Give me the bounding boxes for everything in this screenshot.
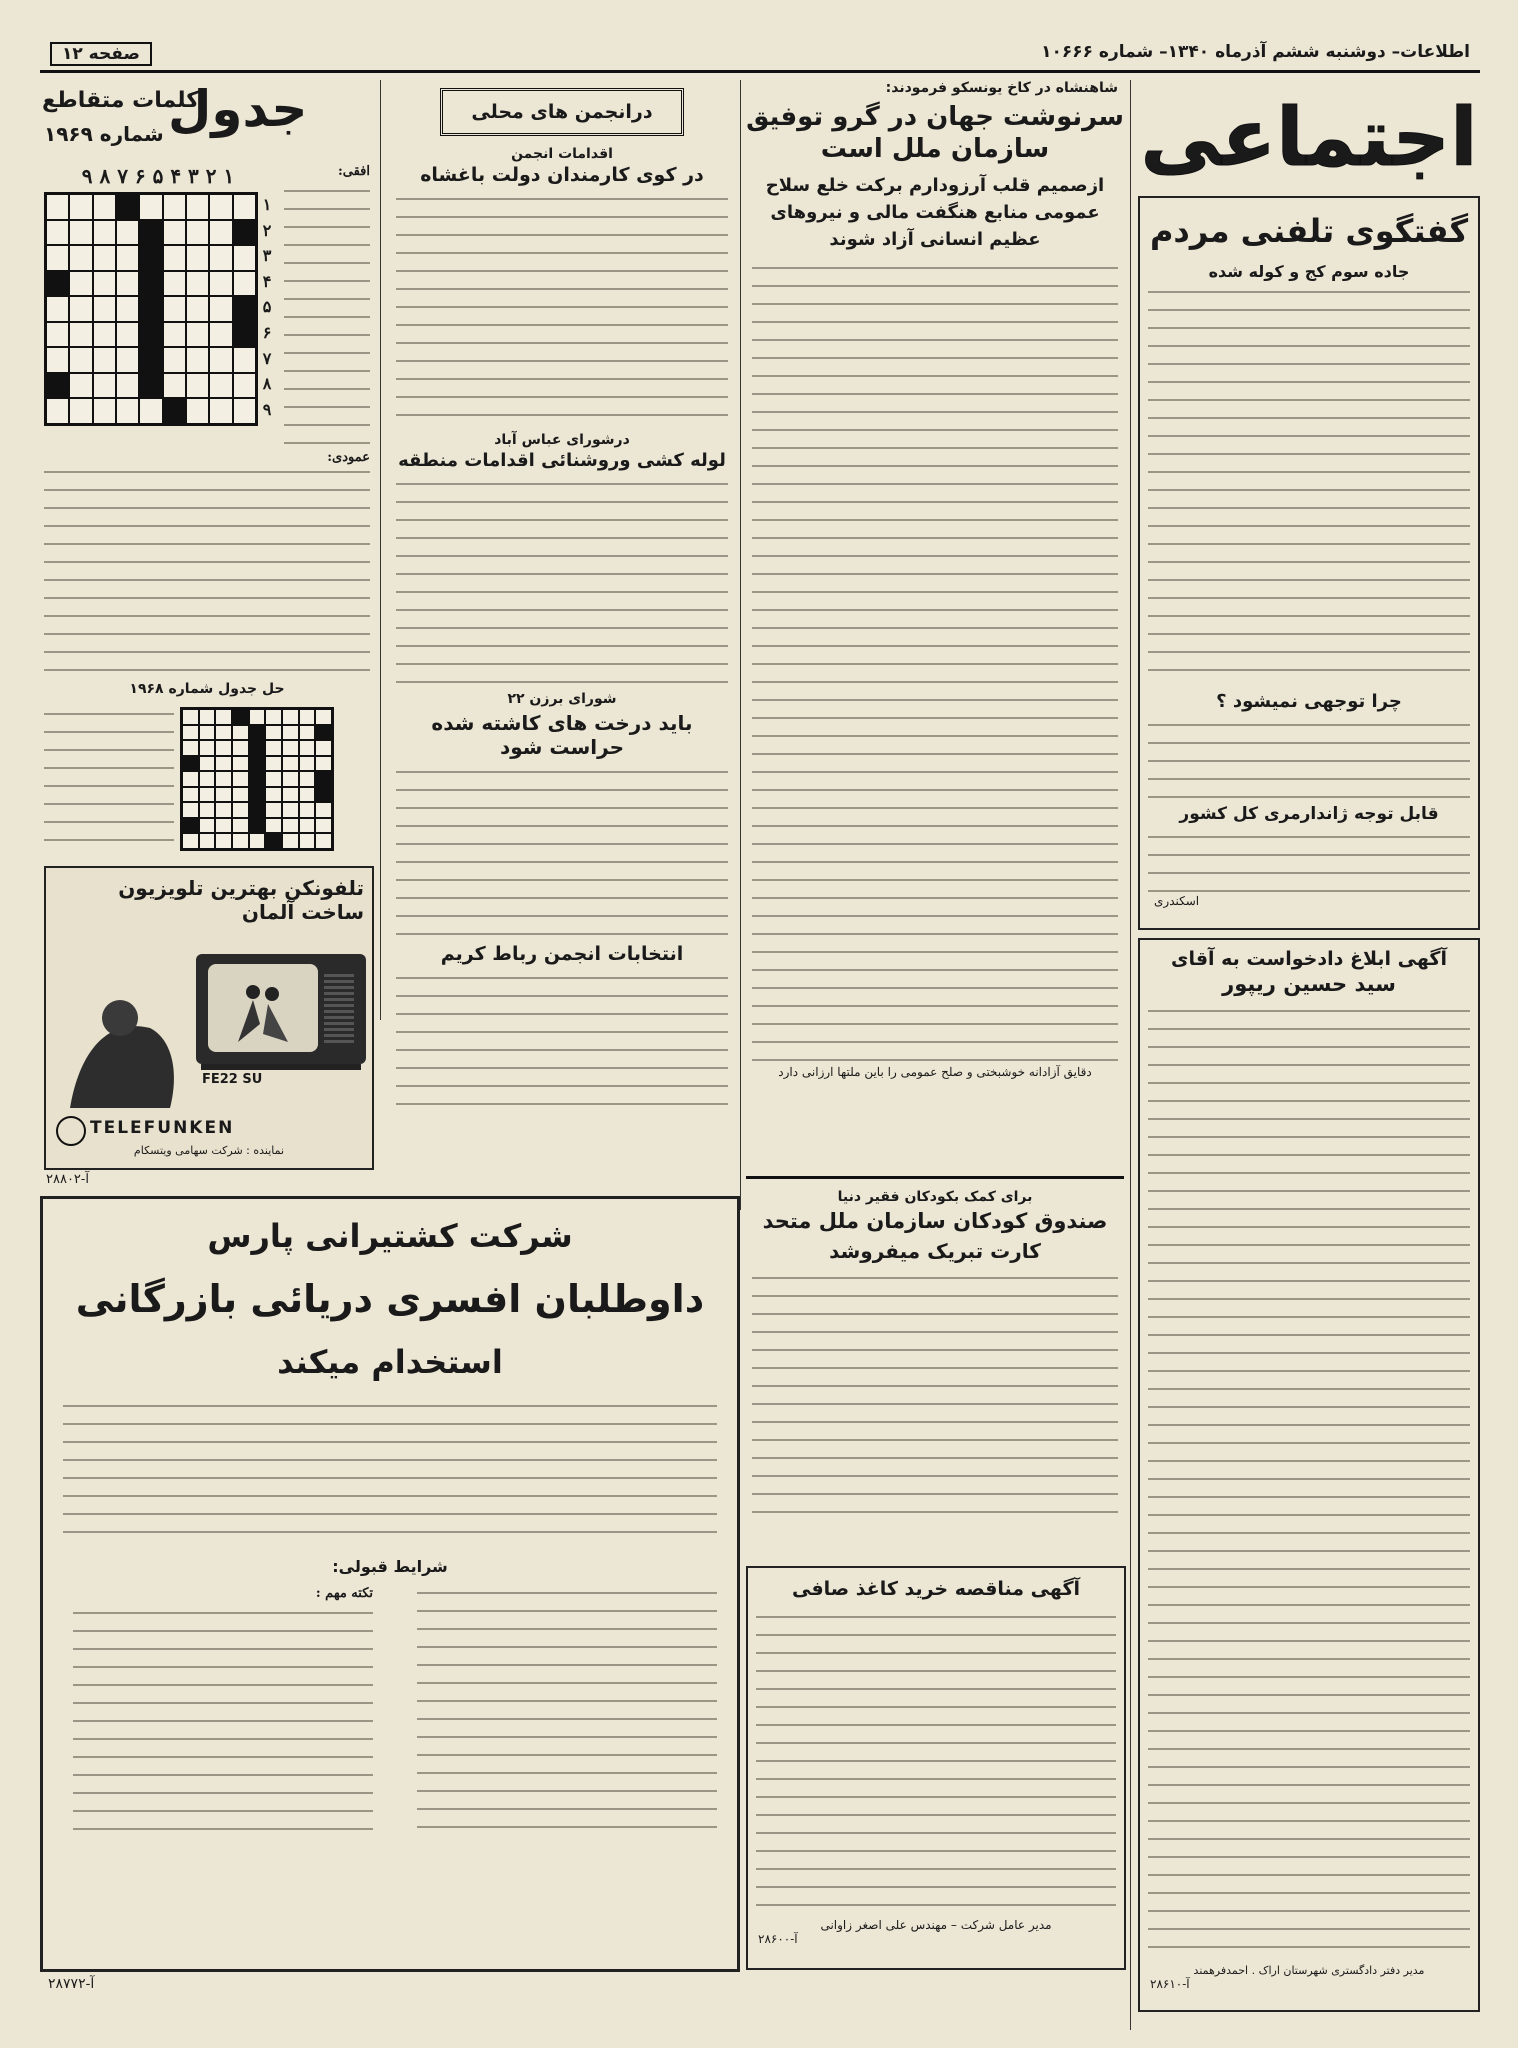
solution-notes — [44, 707, 174, 847]
crossword-cell — [93, 373, 116, 399]
crossword-cell — [163, 322, 186, 348]
crossword-cell — [282, 709, 299, 725]
tv-stand — [201, 1064, 361, 1070]
crossword-down-clues — [40, 465, 374, 675]
crossword-cell — [163, 373, 186, 399]
crossword-cell — [182, 709, 199, 725]
pars-line1: شرکت کشتیرانی پارس — [207, 1217, 573, 1255]
telefunken-brand: TELEFUNKEN — [90, 1118, 235, 1138]
pars-conditions-head: شرایط قبولی: — [332, 1557, 448, 1576]
crossword-cell — [46, 322, 69, 348]
crossword-cell — [69, 398, 92, 424]
crossword-cell — [209, 347, 232, 373]
crossword-cell — [299, 818, 316, 834]
crossword-cell — [182, 833, 199, 849]
crossword-cell — [282, 740, 299, 756]
telefunken-slogan: تلفونکن بهترین تلویزیون ساخت آلمان — [118, 876, 364, 924]
crossword-cell — [69, 220, 92, 246]
crossword-cell — [215, 787, 232, 803]
crossword-cell — [139, 271, 162, 297]
court-notice-footer: مدیر دفتر دادگستری شهرستان اراک . احمدفرهمند — [1193, 1964, 1425, 1977]
crossword-cell — [93, 296, 116, 322]
crossword-cell — [315, 802, 332, 818]
crossword-cell — [93, 347, 116, 373]
crossword-cell — [139, 322, 162, 348]
crossword-cell — [163, 296, 186, 322]
crossword-cell — [186, 322, 209, 348]
social-item1-head: جاده سوم کج و کوله شده — [1208, 262, 1410, 281]
crossword-row-number: ۹ — [262, 399, 272, 419]
crossword-cell — [299, 771, 316, 787]
crossword-cell — [163, 220, 186, 246]
crossword-cell — [249, 740, 266, 756]
tender-body — [748, 1610, 1124, 1910]
local-h4-body — [390, 971, 734, 1121]
crossword-cell — [299, 756, 316, 772]
crossword-cell — [265, 818, 282, 834]
column-rule — [380, 80, 381, 1020]
tv-cabinet — [196, 954, 366, 1064]
crossword-cell — [186, 271, 209, 297]
crossword-cell — [182, 756, 199, 772]
crossword-cell — [69, 194, 92, 220]
unicef-title2: کارت تبریک میفروشد — [829, 1239, 1041, 1263]
crossword-cell — [186, 194, 209, 220]
crossword-cell — [215, 725, 232, 741]
woman-illustration-icon — [50, 978, 190, 1108]
crossword-cell — [249, 802, 266, 818]
crossword-cell — [233, 373, 256, 399]
crossword-cell — [116, 245, 139, 271]
solution-grid — [180, 707, 334, 851]
crossword-cell — [93, 398, 116, 424]
shahanshah-kicker: شاهنشاه در کاخ یونسکو فرمودند: — [885, 80, 1118, 96]
crossword-cell — [69, 322, 92, 348]
crossword-cell — [199, 787, 216, 803]
crossword-cell — [182, 818, 199, 834]
ad-pars-shipping — [40, 1196, 740, 1972]
crossword-cell — [116, 296, 139, 322]
shahanshah-headline1: سرنوشت جهان در گرو توفیق — [746, 102, 1124, 132]
shahanshah-headline2: سازمان ملل است — [820, 134, 1050, 164]
crossword-cell — [163, 347, 186, 373]
masthead — [40, 36, 1480, 73]
page-number: صفحه ۱۲ — [50, 42, 152, 66]
local-h3-body — [390, 765, 734, 937]
tv-screen — [208, 964, 318, 1052]
crossword-cell — [233, 398, 256, 424]
crossword-cell — [249, 709, 266, 725]
crossword-cell — [199, 709, 216, 725]
social-news-box — [1138, 196, 1480, 930]
crossword-cell — [232, 818, 249, 834]
crossword-number: شماره ۱۹۶۹ — [44, 122, 164, 146]
crossword-cell — [282, 725, 299, 741]
crossword-cell — [199, 756, 216, 772]
local-h2-body — [390, 477, 734, 687]
crossword-cell — [299, 787, 316, 803]
column-shahanshah — [746, 80, 1124, 1160]
crossword-cell — [315, 833, 332, 849]
crossword-row-number: ۶ — [262, 323, 272, 342]
shahanshah-closing: دقایق آزادانه خوشبختی و صلح عمومی را باین ملتها ارزانی دارد — [778, 1065, 1092, 1079]
crossword-cell — [116, 347, 139, 373]
crossword-cell — [215, 818, 232, 834]
local-h2-title: لوله کشی وروشنائی اقدامات منطقه — [398, 450, 726, 471]
solution-area — [40, 703, 374, 853]
local-h3-kicker: شورای برزن ۲۲ — [507, 691, 617, 707]
crossword-cell — [199, 833, 216, 849]
telefunken-code: آ-۲۸۸۰۲ — [46, 1172, 89, 1187]
column-social — [1138, 80, 1480, 2030]
crossword-cell — [315, 787, 332, 803]
crossword-cell — [215, 833, 232, 849]
crossword-cell — [215, 802, 232, 818]
social-title-block — [1138, 80, 1480, 196]
column-rule — [1130, 80, 1131, 2030]
pars-line3: استخدام میکند — [277, 1343, 503, 1381]
crossword-cell — [215, 756, 232, 772]
unicef-article — [746, 1176, 1124, 1556]
crossword-cell — [315, 709, 332, 725]
social-item3-text — [1140, 830, 1478, 894]
pars-intro-text — [63, 1399, 717, 1549]
crossword-cell — [116, 373, 139, 399]
column-local-councils — [390, 80, 734, 1160]
local-h3-title2: حراست شود — [500, 735, 624, 759]
crossword-cell — [186, 347, 209, 373]
crossword-cell — [46, 194, 69, 220]
crossword-cell — [232, 756, 249, 772]
pars-code: آ-۲۸۷۷۲ — [48, 1976, 95, 1992]
pars-note-head: تکته مهم : — [315, 1586, 373, 1601]
crossword-cell — [182, 771, 199, 787]
court-notice-head1: آگهی ابلاغ دادخواست به آقای — [1171, 948, 1447, 970]
crossword-cell — [93, 245, 116, 271]
crossword-cell — [299, 709, 316, 725]
crossword-cell — [233, 347, 256, 373]
tender-signature: مدیر عامل شرکت – مهندس علی اصغر زاوانی — [820, 1918, 1052, 1932]
crossword-cell — [249, 756, 266, 772]
crossword-cell — [232, 802, 249, 818]
local-h3-title1: باید درخت های کاشته شده — [431, 711, 693, 735]
crossword-cell — [186, 373, 209, 399]
crossword-cell — [163, 271, 186, 297]
crossword-cell — [299, 740, 316, 756]
crossword-cell — [186, 245, 209, 271]
crossword-cell — [233, 245, 256, 271]
column-crossword — [40, 80, 374, 870]
crossword-cell — [315, 771, 332, 787]
crossword-cell — [139, 194, 162, 220]
crossword-cell — [233, 322, 256, 348]
crossword-cell — [265, 833, 282, 849]
pars-line2: داوطلبان افسری دریائی بازرگانی — [75, 1277, 705, 1321]
crossword-cell — [265, 756, 282, 772]
crossword-cell — [93, 271, 116, 297]
crossword-cell — [233, 271, 256, 297]
social-subtitle: گفتگوی تلفنی مردم — [1149, 212, 1469, 250]
crossword-cell — [249, 818, 266, 834]
crossword-cell — [186, 296, 209, 322]
crossword-cell — [265, 709, 282, 725]
crossword-cell — [209, 271, 232, 297]
crossword-cell — [233, 296, 256, 322]
crossword-cell — [199, 818, 216, 834]
crossword-cell — [232, 725, 249, 741]
crossword-cell — [232, 709, 249, 725]
local-box-title: درانجمن های محلی — [471, 101, 653, 123]
crossword-cell — [265, 802, 282, 818]
crossword-cell — [116, 398, 139, 424]
crossword-cell — [232, 833, 249, 849]
crossword-cell — [69, 245, 92, 271]
crossword-cell — [69, 373, 92, 399]
crossword-cell — [46, 245, 69, 271]
crossword-cell — [315, 740, 332, 756]
court-notice-text — [1140, 1004, 1478, 1964]
crossword-cell — [282, 787, 299, 803]
crossword-cell — [209, 194, 232, 220]
crossword-title: جدول — [168, 80, 308, 138]
telefunken-dealer: نماینده : شرکت سهامی ویتسکام — [133, 1144, 285, 1157]
crossword-cell — [209, 245, 232, 271]
crossword-cell — [215, 740, 232, 756]
court-notice-head2: سید حسین ریپور — [1222, 972, 1396, 996]
crossword-cell — [46, 398, 69, 424]
crossword-cell — [182, 802, 199, 818]
crossword-cell — [182, 725, 199, 741]
crossword-cell — [265, 771, 282, 787]
crossword-subtitle: کلمات متقاطع — [42, 88, 199, 113]
crossword-cell — [315, 756, 332, 772]
crossword-cell — [139, 245, 162, 271]
crossword-row-number: ۱ — [262, 195, 272, 215]
crossword-cell — [249, 833, 266, 849]
crossword-cell — [46, 347, 69, 373]
crossword-cell — [209, 296, 232, 322]
local-h4-title: انتخابات انجمن رباط کریم — [440, 943, 684, 965]
unicef-title1: صندوق کودکان سازمان ملل متحد — [762, 1209, 1108, 1233]
crossword-cell — [282, 833, 299, 849]
crossword-cell — [139, 398, 162, 424]
shahanshah-subhead: ازصمیم قلب آرزودارم برکت خلع سلاح عمومی منابع هنگفت مالی و نیروهای عظیم انسانی آزاد شوند — [765, 175, 1105, 250]
crossword-title-block — [40, 80, 374, 160]
crossword-cell — [249, 787, 266, 803]
column-rule — [740, 80, 741, 1210]
crossword-cell — [199, 771, 216, 787]
crossword-row-number: ۴ — [262, 271, 272, 291]
crossword-cell — [209, 398, 232, 424]
tender-title: آگهی مناقصه خرید کاغذ صافی — [791, 1578, 1081, 1600]
crossword-cell — [93, 322, 116, 348]
crossword-cell — [265, 787, 282, 803]
social-item2-head: چرا توجهی نمیشود ؟ — [1216, 691, 1402, 712]
crossword-cell — [209, 220, 232, 246]
crossword-cell — [163, 245, 186, 271]
local-h2-kicker: درشورای عباس آباد — [494, 432, 630, 448]
crossword-cell — [139, 296, 162, 322]
crossword-area — [40, 160, 374, 450]
local-h1-title: در کوی کارمندان دولت باغشاه — [420, 164, 704, 186]
social-item2-text — [1140, 718, 1478, 798]
crossword-cell — [299, 802, 316, 818]
crossword-cell — [233, 220, 256, 246]
crossword-across-label: افقی: — [337, 164, 370, 179]
crossword-cell — [232, 771, 249, 787]
crossword-cell — [46, 220, 69, 246]
crossword-cell — [116, 220, 139, 246]
crossword-cell — [232, 740, 249, 756]
crossword-cell — [116, 322, 139, 348]
crossword-row-number: ۸ — [262, 374, 272, 394]
crossword-row-numbers — [258, 192, 276, 422]
crossword-cell — [209, 373, 232, 399]
crossword-cell — [186, 398, 209, 424]
crossword-cell — [93, 220, 116, 246]
crossword-cell — [139, 373, 162, 399]
crossword-cell — [199, 802, 216, 818]
crossword-cell — [116, 194, 139, 220]
crossword-cell — [215, 709, 232, 725]
crossword-cell — [315, 725, 332, 741]
crossword-cell — [46, 271, 69, 297]
pars-note-text — [73, 1606, 373, 1836]
crossword-cell — [299, 833, 316, 849]
ad-telefunken — [44, 866, 374, 1170]
crossword-cell — [299, 725, 316, 741]
crossword-cell — [209, 322, 232, 348]
crossword-cell — [69, 296, 92, 322]
crossword-cell — [46, 373, 69, 399]
crossword-grid — [44, 192, 258, 426]
crossword-cell — [182, 787, 199, 803]
crossword-row-number: ۷ — [262, 348, 272, 368]
crossword-cell — [282, 756, 299, 772]
court-notice-code: آ-۲۸۶۱۰ — [1150, 1977, 1190, 1991]
social-item1-text — [1140, 285, 1478, 685]
crossword-cell — [116, 271, 139, 297]
crossword-cell — [139, 220, 162, 246]
tv-speaker-grille — [324, 974, 354, 1044]
crossword-cell — [249, 725, 266, 741]
crossword-row-number: ۳ — [262, 246, 272, 266]
crossword-cell — [182, 740, 199, 756]
masthead-date-issue: اطلاعات– دوشنبه ششم آذرماه ۱۳۴۰– شماره ۱۰۶۶۶ — [1041, 42, 1470, 62]
crossword-down-label: عمودی: — [327, 450, 370, 465]
shahanshah-body — [746, 261, 1124, 1061]
unicef-kicker: برای کمک بکودکان فقیر دنیا — [837, 1189, 1033, 1205]
crossword-cell — [282, 802, 299, 818]
crossword-cell — [199, 725, 216, 741]
court-notice-box — [1138, 938, 1480, 2012]
crossword-cell — [139, 347, 162, 373]
crossword-cell — [199, 740, 216, 756]
social-signature: اسکندری — [1154, 894, 1200, 908]
social-item3-head: قابل توجه ژاندارمری کل کشور — [1179, 804, 1439, 824]
solution-title: حل جدول شماره ۱۹۶۸ — [129, 681, 285, 697]
crossword-row-number: ۵ — [262, 297, 272, 317]
crossword-digits: ۹ ۸ ۷ ۶ ۵ ۴ ۳ ۲ ۱ — [81, 164, 235, 188]
dancers-icon — [208, 964, 318, 1052]
crossword-cell — [186, 220, 209, 246]
crossword-cell — [69, 347, 92, 373]
pars-conditions-list — [417, 1586, 717, 1836]
crossword-cell — [282, 771, 299, 787]
telefunken-logo-icon — [56, 1116, 86, 1146]
crossword-cell — [282, 818, 299, 834]
pars-conditions — [63, 1586, 717, 1836]
crossword-cell — [249, 771, 266, 787]
local-h1-kicker: اقدامات انجمن — [511, 146, 613, 162]
crossword-cell — [265, 725, 282, 741]
crossword-cell — [93, 194, 116, 220]
crossword-cell — [233, 194, 256, 220]
crossword-cell — [215, 771, 232, 787]
crossword-cell — [163, 194, 186, 220]
crossword-cell — [232, 787, 249, 803]
crossword-row-number: ۲ — [262, 220, 272, 240]
crossword-cell — [69, 271, 92, 297]
tender-code: آ-۲۸۶۰۰ — [758, 1932, 798, 1946]
crossword-cell — [163, 398, 186, 424]
crossword-cell — [46, 296, 69, 322]
unicef-body — [746, 1271, 1124, 1519]
telefunken-model: FE22 SU — [202, 1072, 263, 1087]
tender-notice — [746, 1566, 1126, 1970]
local-h1-body — [390, 192, 734, 428]
social-section-title: اجتماعی — [1140, 91, 1478, 184]
local-box-title-frame — [440, 88, 684, 136]
crossword-cell — [265, 740, 282, 756]
crossword-across-clues — [284, 184, 370, 446]
crossword-cell — [315, 818, 332, 834]
